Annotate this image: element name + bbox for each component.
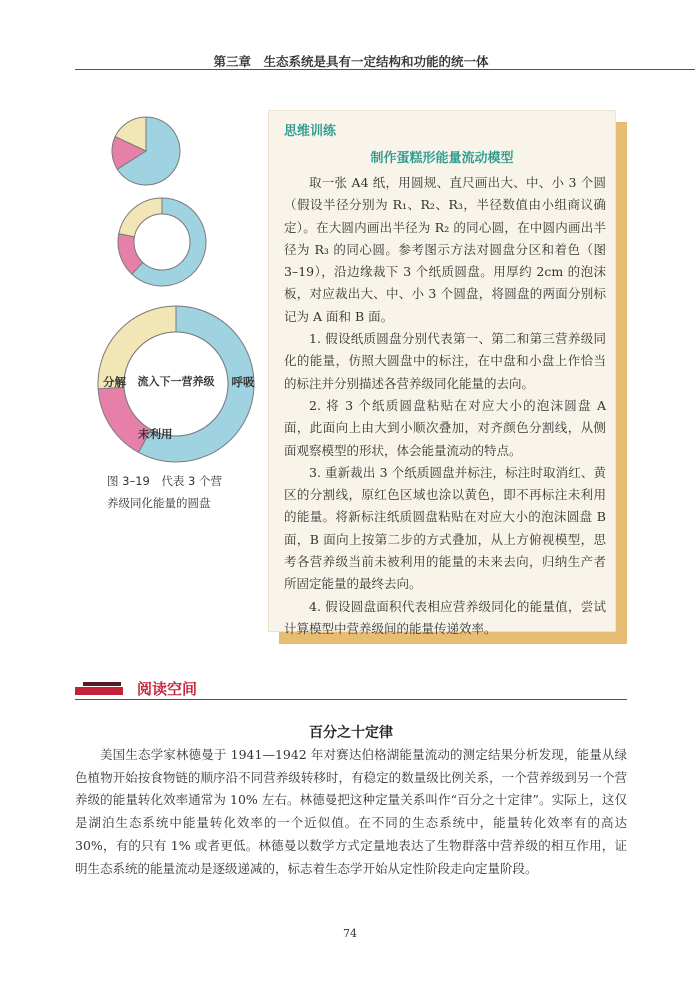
activity-tag: 思维训练 <box>284 124 337 139</box>
running-header: 第三章 生态系统是具有一定结构和功能的统一体 <box>213 54 489 69</box>
reading-section-marker <box>75 682 125 698</box>
reading-section-title: 阅读空间 <box>137 680 198 698</box>
label-inflow: 流入下一营养级 <box>137 375 215 388</box>
inflow-core <box>134 214 190 270</box>
label-decompose: 分解 <box>103 375 126 389</box>
label-respiration: 呼吸 <box>231 375 255 389</box>
energy-disks-figure <box>103 108 270 468</box>
marker-bar-dark <box>83 682 121 686</box>
article-title: 百分之十定律 <box>309 725 393 741</box>
marker-bar-red <box>75 687 123 695</box>
small-disk <box>112 117 180 185</box>
medium-disk <box>118 198 206 286</box>
page-number: 74 <box>343 927 357 940</box>
article-body: 美国生态学家林德曼于 1941—1942 年对赛达伯格湖能量流动的测定结果分析发现，能量从绿色植物开始按食物链的顺序沿不同营养级转移时，有稳定的数量级比例关系，一个营养级到另一个营养级的能量转化效率通常为 10% 左右。林德曼把这种定量关系叫作“百分之十定律”。实际上，这仅是湖泊生态系统中能量转化效率的一个近似值。在不同的生态系统中，能量转化效率有的高达 30%，有的只有 1% 或者更低。林德曼以数学方式定量地表达了生物群落中营养级的相互作用，证明生态系统的能量流动是逐级递减的，标志着生态学开始从定性阶段走向定量阶段。 <box>75 747 627 876</box>
figure-caption-line1: 图 3–19 代表 3 个营 <box>107 474 222 488</box>
activity-step-2: 2. 将 3 个纸质圆盘粘贴在对应大小的泡沫圆盘 A 面，此面向上由大到小顺次叠加，对齐颜色分割线，从侧面观察模型的形状，体会能量流动的特点。 <box>284 397 606 458</box>
activity-step-3: 3. 重新裁出 3 个纸质圆盘并标注，标注时取消红、黄区的分割线，原红色区域也涂以黄色，即不再标注未利用的能量。将新标注纸质圆盘粘贴在对应大小的泡沫圆盘 B 面，B 面向上按第二步的方式叠加，从上方俯视模型，思考各营养级当前未被利用的能量的未来去向，归纳生产者所固定能量的最终去向。 <box>284 464 606 592</box>
header-rule <box>75 69 695 70</box>
figure-caption <box>107 470 237 514</box>
label-unused: 未利用 <box>138 427 173 441</box>
activity-step-1: 1. 假设纸质圆盘分别代表第一、第二和第三营养级同化的能量，仿照大圆盘中的标注，在中盘和小盘上作恰当的标注并分别描述各营养级同化能量的去向。 <box>284 331 606 391</box>
figure-caption-line2: 养级同化能量的圆盘 <box>107 496 211 510</box>
activity-step-4: 4. 假设圆盘面积代表相应营养级同化的能量值，尝试计算模型中营养级间的能量传递效率。 <box>284 598 606 636</box>
activity-paragraph: 取一张 A4 纸，用圆规、直尺画出大、中、小 3 个圆（假设半径分别为 R₁、R₂、R₃，半径数值由小组商议确定）。在大圆内画出半径为 R₂ 的同心圆，在中圆内画出半径为 R₃ 的同心圆。参考图示方法对圆盘分区和着色（图 3–19），沿边缘裁下 3 个纸质圆盘。用厚约 2cm 的泡沫板，对应裁出大、中、小 3 个圆盘，将圆盘的两面分别标记为 A 面和 B 面。 <box>284 175 606 324</box>
activity-body <box>284 172 606 640</box>
activity-title: 制作蛋糕形能量流动模型 <box>370 151 514 166</box>
reading-section-rule <box>75 699 627 700</box>
